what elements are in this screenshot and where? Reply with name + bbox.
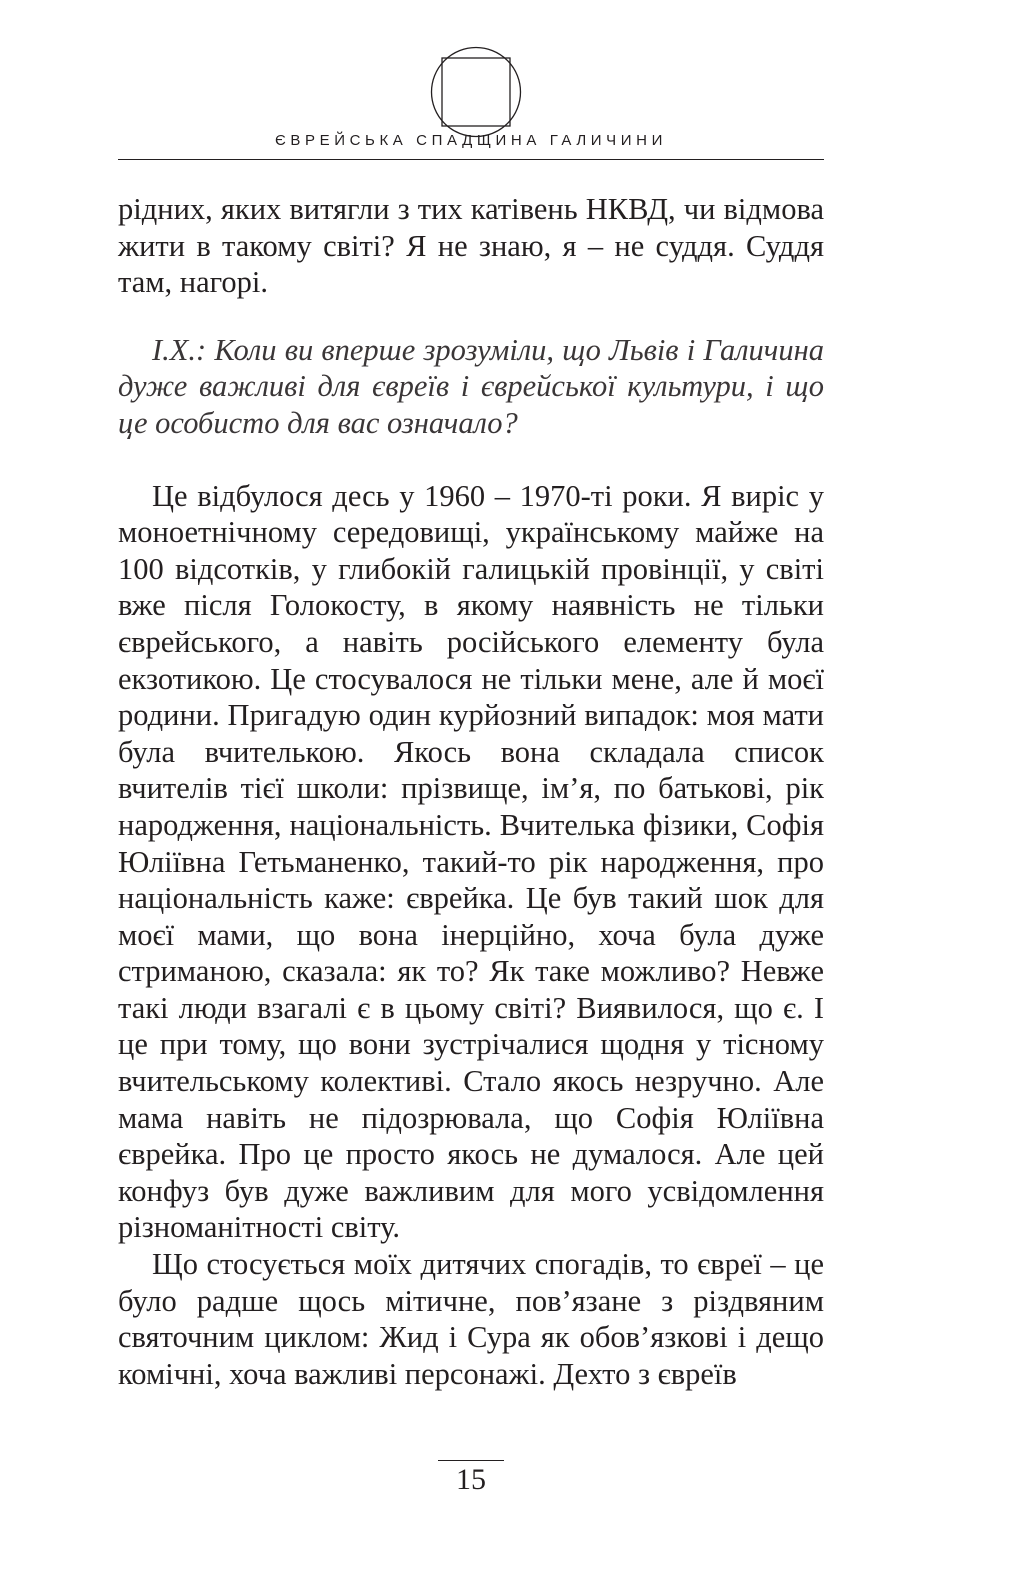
interview-question: І.Х.: Коли ви вперше зрозуміли, що Львів і Галичина дуже важливі для євреїв і єврейської культури, і що це особисто для вас означало?	[118, 332, 824, 440]
answer-paragraph-1: Це відбулося десь у 1960 – 1970-ті роки. Я виріс у моноетнічному середовищі, українському майже на 100 відсотків, у глибокій галицькій провінції, у світі вже після Голокосту, в якому наявність не тільки єврейського, а навіть російського елементу була екзотикою. Це стосувалося не тільки мене, але й моєї родини. Пригадую один курйозний випадок: моя мати була вчителькою. Якось вона складала список вчителів тієї школи: прізвище, ім’я, по батькові, рік народження, національність. Вчителька фізики, Софія Юліївна Гетьманенко, такий-то рік народження, про національність каже: єврейка. Це був такий шок для моєї мами, що вона інерційно, хоча була дуже стриманою, сказала: як то? Як таке можливо? Невже такі люди взагалі є в цьому світі? Виявилося, що є. І це при тому, що вони зустрічалися щодня у тісному вчительському колективі. Стало якось незручно. Але мама навіть не підозрювала, що Софія Юліївна єврейка. Про це просто якось не думалося. Але цей конфуз був дуже важливим для мого усвідомлення різноманітності світу.	[118, 478, 824, 1245]
running-head-title: ЄВРЕЙСЬКА СПАДЩИНА ГАЛИЧИНИ	[275, 132, 667, 149]
continued-paragraph: рідних, яких витягли з тих катівень НКВД, чи відмова жити в такому світі? Я не знаю, я – не суддя. Суддя там, нагорі.	[118, 192, 824, 300]
answer-paragraph-2: Що стосується моїх дитячих спогадів, то євреї – це було радше щось мітичне, пов’язане з різдвяним святочним циклом: Жид і Сура як обов’язкові і дещо комічні, хоча важливі персонажі. Дехто з євреїв	[118, 1247, 824, 1391]
page-number: 15	[438, 1460, 504, 1498]
header-rule	[118, 159, 824, 160]
circle-square-emblem-icon	[430, 46, 522, 138]
body-text	[118, 191, 824, 1392]
